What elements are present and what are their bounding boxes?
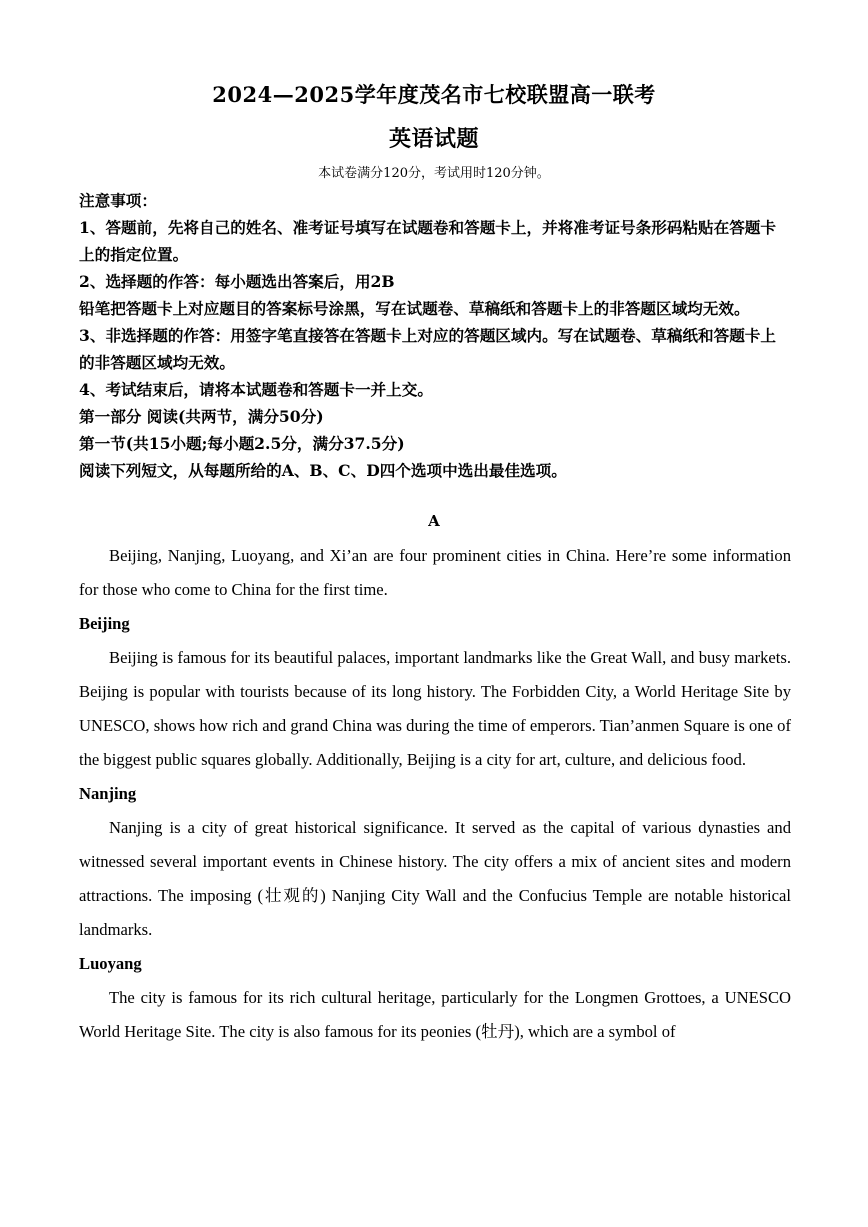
note-item-2-line-1: 2、选择题的作答：每小题选出答案后，用2B xyxy=(79,272,395,291)
passage-intro: Beijing, Nanjing, Luoyang, and Xi’an are four prominent cities in China. Here’re some information for those who come to China for the first time. xyxy=(79,546,791,599)
nanjing-paragraph: Nanjing is a city of great historical significance. It served as the capital of various dynasties and witnessed several important events in Chinese history. The city offers a mix of ancient sites and modern attractions. The imposing (壮观的) Nanjing City Wall and the Confucius Temple are notable historical landmarks. xyxy=(79,818,791,939)
reading-instruction: 阅读下列短文，从每题所给的A、B、C、D四个选项中选出最佳选项。 xyxy=(79,461,567,480)
section-one-heading: 第一节(共15小题;每小题2.5分，满分37.5分) xyxy=(79,434,405,453)
luoyang-paragraph: The city is famous for its rich cultural heritage, particularly for the Longmen Grottoes, a UNESCO World Heritage Site. The city is also famous for its peonies (牡丹), which are a symbol of xyxy=(79,988,791,1041)
note-item-3: 3、非选择题的作答：用签字笔直接答在答题卡上对应的答题区域内。写在试题卷、草稿纸和答题卡上的非答题区域均无效。 xyxy=(79,326,776,372)
subject-title: 英语试题 xyxy=(388,126,479,152)
notes-heading: 注意事项： xyxy=(79,191,157,210)
notes-section xyxy=(79,187,791,484)
note-item-4: 4、考试结束后，请将本试题卷和答题卡一并上交。 xyxy=(79,380,433,399)
exam-title: 2024—2025学年度茂名市七校联盟高一联考 xyxy=(212,82,656,107)
beijing-heading: Beijing xyxy=(79,614,130,633)
part-one-heading: 第一部分 阅读(共两节，满分50分) xyxy=(79,407,324,426)
note-item-2-line-2: 铅笔把答题卡上对应题目的答案标号涂黑，写在试题卷、草稿纸和答题卡上的非答题区域均无效。 xyxy=(79,299,750,318)
luoyang-heading: Luoyang xyxy=(79,954,142,973)
exam-info: 本试卷满分120分，考试用时120分钟。 xyxy=(318,166,550,181)
beijing-paragraph: Beijing is famous for its beautiful palaces, important landmarks like the Great Wall, and busy markets. Beijing is popular with tourists because of its long history. The Forbidden City, a World Heritage Site by UNESCO, shows how rich and grand China was during the time of emperors. Tian’anmen Square is one of the biggest public squares globally. Additionally, Beijing is a city for art, culture, and delicious food. xyxy=(79,648,791,769)
nanjing-heading: Nanjing xyxy=(79,784,137,803)
passage-content xyxy=(79,539,791,1049)
note-item-1: 1、答题前，先将自己的姓名、准考证号填写在试题卷和答题卡上，并将准考证号条形码粘贴在答题卡上的指定位置。 xyxy=(79,218,776,264)
passage-label: A xyxy=(428,512,440,530)
